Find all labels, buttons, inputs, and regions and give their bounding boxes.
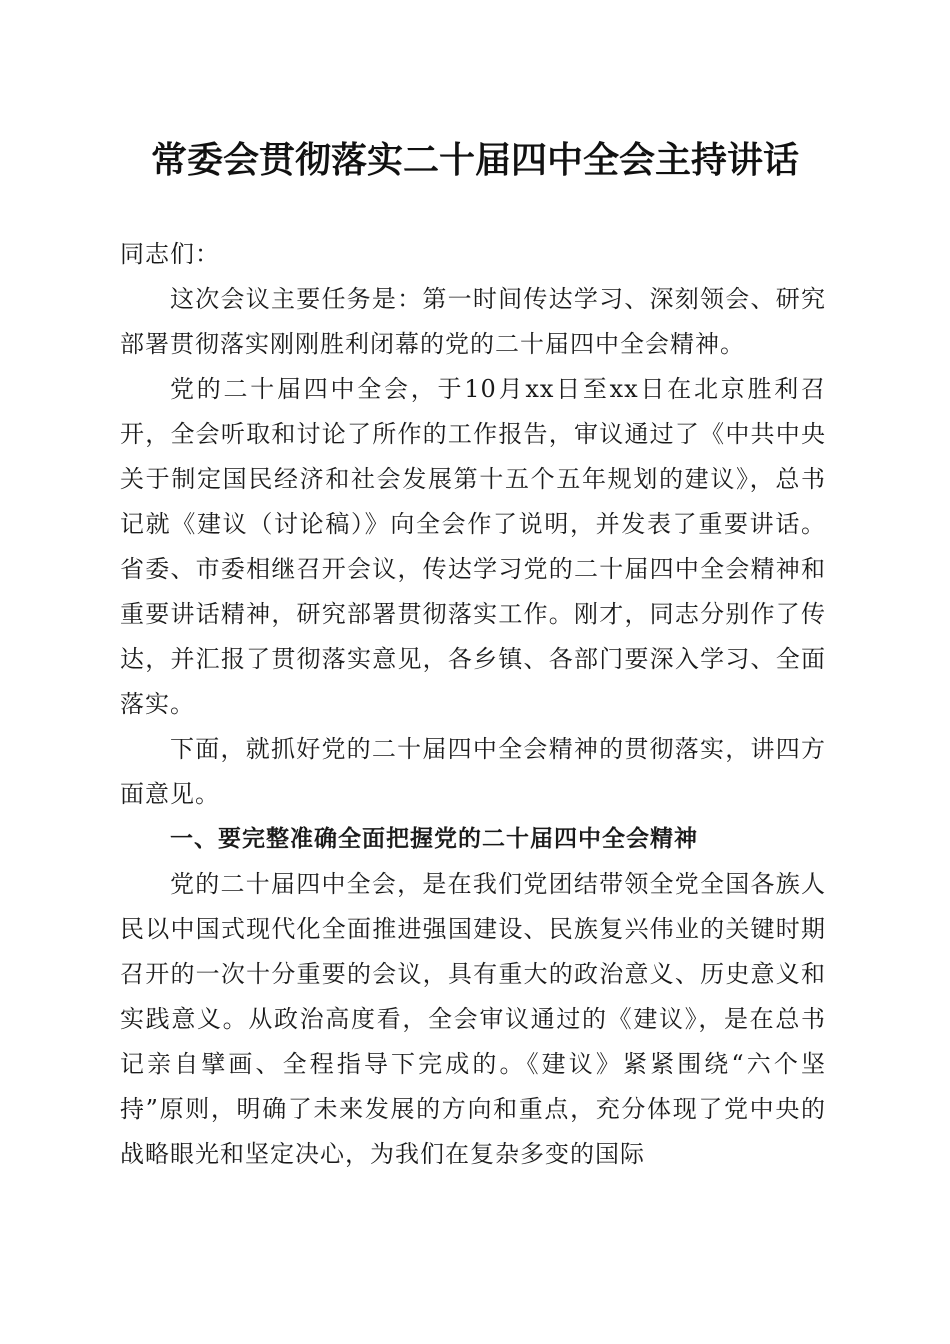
paragraph: 党的二十届四中全会，于10月xx日至xx日在北京胜利召开，全会听取和讨论了所作的工作报告，审议通过了《中共中央关于制定国民经济和社会发展第十五个五年规划的建议》，总书记就《建议（讨论稿）》向全会作了说明，并发表了重要讲话。省委、市委相继召开会议，传达学习党的二十届四中全会精神和重要讲话精神，研究部署贯彻落实工作。刚才，同志分别作了传达，并汇报了贯彻落实意见，各乡镇、各部门要深入学习、全面落实。 xyxy=(120,375,826,718)
document-title: 常委会贯彻落实二十届四中全会主持讲话 xyxy=(150,139,799,181)
document-body xyxy=(120,232,826,1177)
paragraph: 党的二十届四中全会，是在我们党团结带领全党全国各族人民以中国式现代化全面推进强国建设、民族复兴伟业的关键时期召开的一次十分重要的会议，具有重大的政治意义、历史意义和实践意义。从政治高度看，全会审议通过的《建议》，是在总书记亲自擘画、全程指导下完成的。《建议》紧紧围绕“六个坚持”原则，明确了未来发展的方向和重点，充分体现了党中央的战略眼光和坚定决心，为我们在复杂多变的国际 xyxy=(120,870,826,1168)
section-heading: 一、要完整准确全面把握党的二十届四中全会精神 xyxy=(170,826,698,852)
salutation: 同志们： xyxy=(120,240,220,268)
paragraph: 下面，就抓好党的二十届四中全会精神的贯彻落实，讲四方面意见。 xyxy=(120,735,826,808)
paragraph: 这次会议主要任务是：第一时间传达学习、深刻领会、研究部署贯彻落实刚刚胜利闭幕的党的二十届四中全会精神。 xyxy=(120,285,826,358)
